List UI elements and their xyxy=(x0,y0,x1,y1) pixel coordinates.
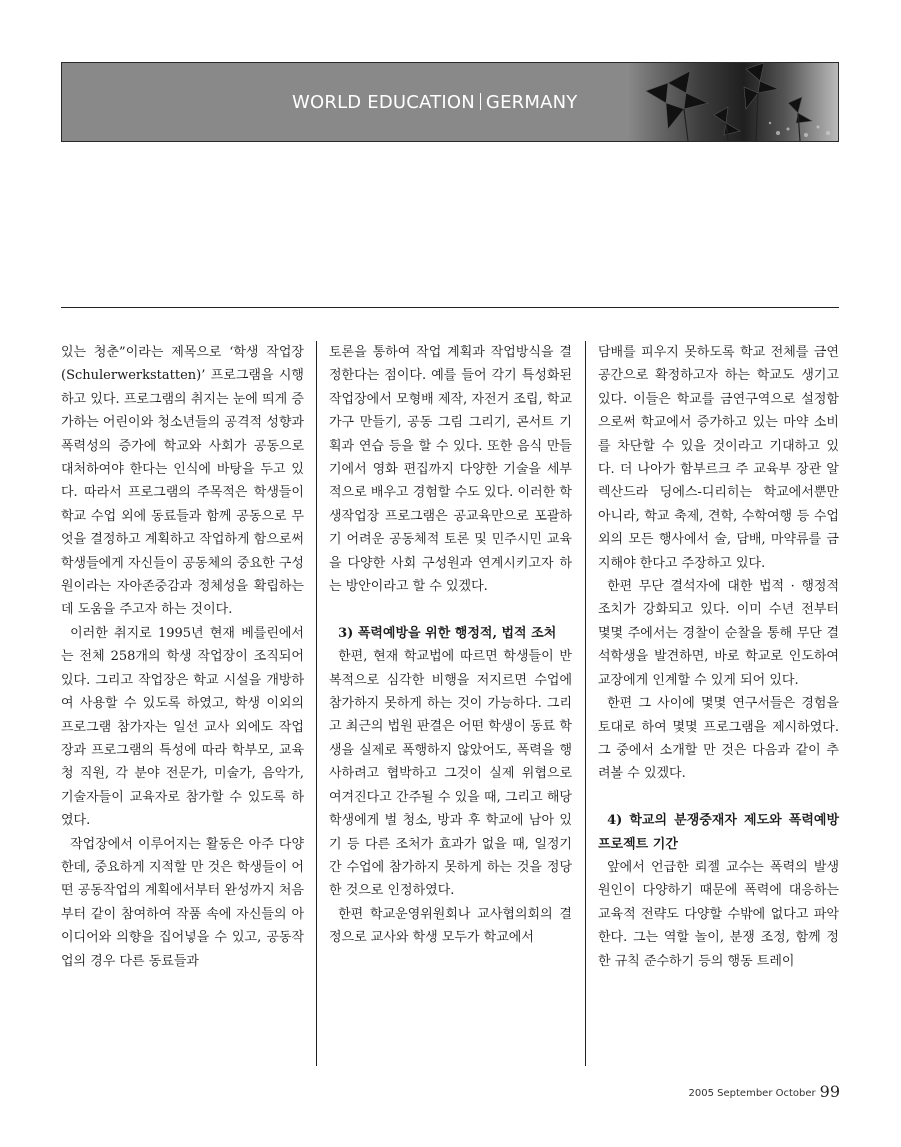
section-heading: 3) 폭력예방을 위한 행정적, 법적 조처 xyxy=(338,625,557,641)
section-heading: 4) 학교의 분쟁중재자 제도와 폭력예방 프로젝트 기간 xyxy=(598,813,839,852)
page-footer xyxy=(689,1082,840,1101)
banner-title xyxy=(292,92,577,113)
paragraph: 이러한 취지로 1995년 현재 베를린에서는 전체 258개의 학생 작업장이 조직되어 있다. 그리고 작업장은 학교 시설을 개방하여 사용할 수 있도록 하였고, 학생 이외의 프로그램 참가자는 일선 교사 외에도 작업장과 프로그램의 특성에 따라 학부모, 교육청 직원, 각 분야 전문가, 미술가, 음악가, 기술자들이 교육자로 참가할 수 있도록 하였다. xyxy=(61,625,304,829)
paragraph: 한편 그 사이에 몇몇 연구서들은 경험을 토대로 하여 몇몇 프로그램을 제시하였다. 그 중에서 소개할 만 것은 다음과 같이 추려볼 수 있겠다. xyxy=(598,696,839,782)
paragraph-spacer xyxy=(598,786,839,809)
paragraph-spacer xyxy=(329,598,572,621)
column-divider xyxy=(585,341,586,1066)
column-3 xyxy=(598,341,839,973)
paragraph: 한편 학교운영위원회나 교사협의회의 결정으로 교사와 학생 모두가 학교에서 xyxy=(329,906,572,946)
pinwheel-photo-illustration xyxy=(628,63,838,141)
paragraph: 한편 무단 결석자에 대한 법적 · 행정적 조치가 강화되고 있다. 이미 수년 전부터 몇몇 주에서는 경찰이 순찰을 통해 무단 결석학생을 발견하면, 바로 학교로 인도하여 교장에게 인계할 수 있게 되어 있다. xyxy=(598,579,839,688)
column-1 xyxy=(61,341,304,973)
header-banner xyxy=(61,62,839,142)
paragraph: 있는 청춘”이라는 제목으로 ‘학생 작업장 (Schulerwerkstatten)’ 프로그램을 시행하고 있다. 프로그램의 취지는 눈에 띄게 증가하는 어린이와 청소년들의 공격적 성향과 폭력성의 증가에 학교와 사회가 공동으로 대처하여야 한다는 인식에 바탕을 두고 있다. 따라서 프로그램의 주목적은 학생들이 학교 수업 외에 동료들과 함께 공동으로 무엇을 결정하고 계획하고 작업하게 함으로써 학생들에게 자신들이 공동체의 중요한 구성원이라는 자아존중감과 정체성을 확립하는 데 도움을 주고자 하는 것이다. xyxy=(61,345,304,618)
paragraph: 토론을 통하여 작업 계획과 작업방식을 결정한다는 점이다. 예를 들어 각기 특성화된 작업장에서 모형배 제작, 자전거 조립, 학교 가구 만들기, 공동 그림 그리기, 콘서트 기획과 연습 등을 할 수 있다. 또한 음식 만들기에서 영화 편집까지 다양한 기술을 세부적으로 배우고 경험할 수도 있다. 이러한 학생작업장 프로그램은 공교육만으로 포괄하기 어려운 공동체적 토론 및 민주시민 교육을 다양한 사회 구성원과 연계시키고자 하는 방안이라고 할 수 있겠다. xyxy=(329,345,572,595)
country-label: GERMANY xyxy=(485,92,578,113)
column-2 xyxy=(329,341,572,950)
paragraph: 작업장에서 이루어지는 활동은 아주 다양한데, 중요하게 지적할 만 것은 학생들이 어떤 공동작업의 계획에서부터 완성까지 처음부터 같이 참여하여 작품 속에 자신들의 아이디어와 의향을 집어넣을 수 있고, 공동작업의 경우 다른 동료들과 xyxy=(61,836,304,969)
horizontal-rule xyxy=(61,307,839,308)
banner-photo xyxy=(628,63,838,141)
column-divider xyxy=(316,341,317,1066)
page-number: 99 xyxy=(819,1082,840,1101)
title-separator xyxy=(480,93,481,110)
paragraph: 담배를 피우지 못하도록 학교 전체를 금연공간으로 확정하고자 하는 학교도 생기고 있다. 이들은 학교를 금연구역으로 설정함으로써 학교에서 증가하고 있는 마약 소비를 차단할 수 있을 것이라고 기대하고 있다. 더 나아가 함부르크 주 교육부 장관 알렉산드라 딩에스-디리히는 학교에서뿐만 아니라, 학교 축제, 견학, 수학여행 등 수업 외의 모든 행사에서 술, 담배, 마약류를 금지해야 한다고 주장하고 있다. xyxy=(598,345,839,571)
issue-date: 2005 September October xyxy=(688,1088,816,1099)
paragraph: 앞에서 언급한 뢰젤 교수는 폭력의 발생원인이 다양하기 때문에 폭력에 대응하는 교육적 전략도 다양할 수밖에 없다고 파악한다. 그는 역할 놀이, 분쟁 조정, 함께 정한 규칙 준수하기 등의 행동 트레이 xyxy=(598,859,839,969)
paragraph: 한편, 현재 학교법에 따르면 학생들이 반복적으로 심각한 비행을 저지르면 수업에 참가하지 못하게 하는 것이 가능하다. 그리고 최근의 법원 판결은 어떤 학생이 동료 학생을 실제로 폭행하지 않았어도, 폭력을 행사하려고 협박하고 그것이 실제 위협으로 여겨진다고 간주될 수 있을 때, 그리고 해당 학생에게 벌 청소, 방과 후 학교에 남아 있기 등 다른 조처가 효과가 없을 때, 일정기간 수업에 참가하지 못하게 하는 것을 정당한 것으로 인정하였다. xyxy=(329,649,572,899)
section-label: WORLD EDUCATION xyxy=(292,92,475,113)
